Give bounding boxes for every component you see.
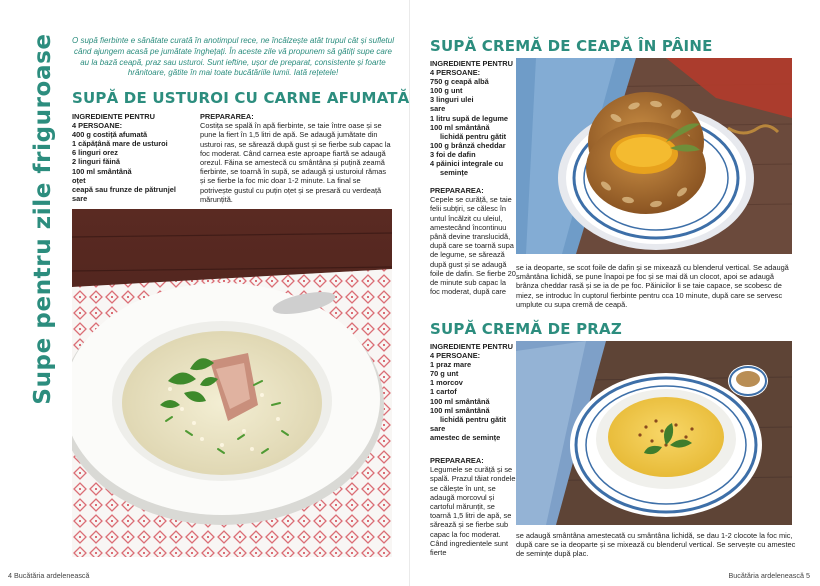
ingredient-item: sare xyxy=(430,104,446,114)
preparation-ceapa-continued: se ia deoparte, se scot foile de dafin și se mixează cu blenderul vertical. Se adaugă smântâna lichidă, se pune înapoi pe foc și se mai dă un clocot, apoi se adaugă brânza cheddar rasă și se ia de pe foc. Păinicilor li se taie capace, se scobesc de miez, se introduc în cuptorul fierbinte pentru cca 10 minute, după care se servesc umplute cu supa cremă de ceapă. xyxy=(516,263,789,309)
ingredients-header: INGREDIENTE PENTRU xyxy=(430,59,513,68)
photo-garlic-soup xyxy=(72,209,392,557)
ingredient-item: 4 păinici integrale cu xyxy=(430,159,504,169)
right-page xyxy=(410,0,820,586)
ingredients-header-persons: 4 PERSOANE: xyxy=(430,351,481,361)
preparation-text: Costița se spală în apă fierbinte, se taie între oase și se pune la fiert în 1,5 litri de apă. Se adaugă jumătate din usturoi ras, se sărează după gust și se fierbe sub capac la foc moderat. Când carnea este aproape fiartă se adaugă orezul. Făina se amestecă cu smântâna și puțină zeamă fierbinte, se toarnă în supă, se adaugă și usturoiul rămas și se fierbe la foc mic doar 1-2 minute. La final se potrivește gustul cu puțin oțet și se presară cu verdeață mărunțită. xyxy=(200,121,391,204)
intro-paragraph: O supă fierbinte e sănătate curată în anotimpul rece, ne încălzește atât trupul cât și sufletul când ajungem acasă pe jumătate înghețați. În aceste zile vă propunem să gătiți supe care au la bază ceapă, praz sau usturoi. Sunt ieftine, ușor de preparat, consistente și foarte hrănitoare, gătite în mai toate bucătăriile lumii. Iată rețetele! xyxy=(72,36,394,78)
ingredient-item: 1 cartof xyxy=(430,387,457,397)
preparation-usturoi xyxy=(200,112,392,204)
ingredient-item: lichidă pentru gătit xyxy=(440,414,507,424)
ingredient-item: ceapă sau frunze de pătrunjel xyxy=(72,184,176,194)
ingredient-item: 750 g ceapă albă xyxy=(430,77,489,87)
preparation-text: Cepele se curăță, se taie felii subțiri, se călesc în untul încălzit cu uleiul, amestecând încontinuu până devine translucidă, după care se toarnă supa de legume, se sărează după gust și se adaugă foile de dafin. Se fierbe 20 de minute sub capac la foc moderat, după care xyxy=(430,195,516,297)
ingredient-item: 100 ml smântână xyxy=(430,122,490,132)
ingredient-item: 3 foi de dafin xyxy=(430,149,476,159)
ingredient-item: sare xyxy=(72,193,88,203)
ingredient-item: 100 g brânză cheddar xyxy=(430,140,506,150)
ingredient-item: 1 praz mare xyxy=(430,360,472,370)
footer-right xyxy=(728,571,810,580)
preparation-header: PREPARAREA: xyxy=(430,456,484,465)
ingredients-header: INGREDIENTE PENTRU xyxy=(430,342,513,351)
page-number-left: 4 xyxy=(8,571,12,580)
preparation-header: PREPARAREA: xyxy=(200,112,254,121)
ingredient-item: sare xyxy=(430,423,446,433)
photo-leek-soup xyxy=(516,341,792,525)
page-number-right: 5 xyxy=(806,571,810,580)
preparation-praz xyxy=(430,456,516,557)
ingredient-item: 2 linguri făină xyxy=(72,157,121,167)
recipe-title-praz: SUPĂ CREMĂ DE PRAZ xyxy=(430,320,622,338)
ingredients-header-persons: 4 PERSOANE: xyxy=(72,121,123,131)
preparation-praz-continued: se adaugă smântâna amestecată cu smântâna lichidă, se dau 1-2 clocote la foc mic, după care se ia deoparte și se mixează cu blenderul vertical. Se servește cu amestec de semințe după plac. xyxy=(516,531,796,559)
footer-left xyxy=(8,571,90,580)
ingredient-item: lichidă pentru gătit xyxy=(440,131,507,141)
ingredient-item: amestec de semințe xyxy=(430,432,501,442)
ingredients-header: INGREDIENTE PENTRU xyxy=(72,112,155,121)
recipe-title-ceapa: SUPĂ CREMĂ DE CEAPĂ ÎN PÂINE xyxy=(430,37,713,55)
preparation-ceapa xyxy=(430,186,516,296)
footer-left-text: Bucătăria ardelenească xyxy=(14,571,90,580)
ingredient-item: 100 ml smântână xyxy=(72,166,132,176)
ingredient-item: 100 g unt xyxy=(430,86,463,96)
ingredient-item: 6 linguri orez xyxy=(72,148,118,158)
ingredient-item: semințe xyxy=(440,168,468,178)
ingredients-header-persons: 4 PERSOANE: xyxy=(430,68,481,78)
preparation-header: PREPARAREA: xyxy=(430,186,484,195)
recipe-title-usturoi: SUPĂ DE USTUROI CU CARNE AFUMATĂ xyxy=(72,89,410,107)
ingredient-item: 70 g unt xyxy=(430,369,459,379)
ingredient-item: 100 ml smântână xyxy=(430,396,490,406)
ingredient-item: 3 linguri ulei xyxy=(430,95,474,105)
preparation-text: Legumele se curăță și se spală. Prazul tăiat rondele se călește în unt, se adaugă morcovul și cartoful mărunțit, se toarnă 1,5 litri de apă, se sărează și se fierbe sub capac la foc moderat. Când ingredientele sunt fierte xyxy=(430,465,516,558)
ingredient-item: 1 căpățână mare de usturoi xyxy=(72,139,168,149)
ingredient-item: 100 ml smântână xyxy=(430,405,490,415)
vertical-title-text: Supe pentru zile friguroase xyxy=(30,33,56,405)
ingredients-usturoi xyxy=(72,112,184,203)
photo-onion-soup-bread xyxy=(516,58,792,254)
ingredient-item: 400 g costiță afumată xyxy=(72,130,148,140)
ingredient-item: 1 morcov xyxy=(430,378,463,388)
ingredients-praz xyxy=(430,342,526,442)
vertical-title xyxy=(30,33,56,405)
ingredient-item: 1 litru supă de legume xyxy=(430,113,509,123)
ingredients-ceapa xyxy=(430,59,526,177)
ingredient-item: oțet xyxy=(72,175,86,185)
footer-right-text: Bucătăria ardelenească xyxy=(728,571,804,580)
